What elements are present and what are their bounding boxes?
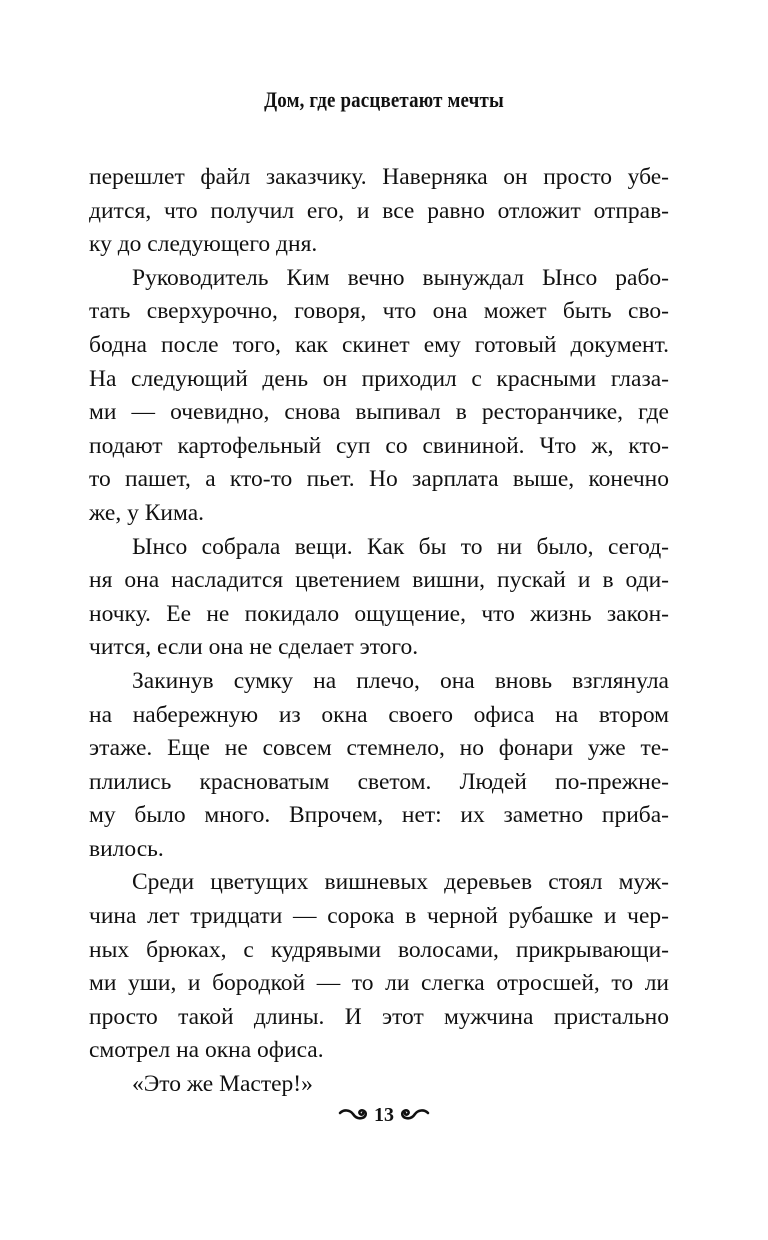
- text-line: ных брюках, с кудрявыми волосами, прикрывающи-: [89, 936, 669, 963]
- text-line: то пашет, а кто-то пьет. Но зарплата выше, конечно: [89, 466, 669, 493]
- text-line: смотрел на окна офиса.: [89, 1037, 324, 1064]
- text-line: Среди цветущих вишневых деревьев стоял муж-: [132, 869, 669, 896]
- text-line: плились красноватым светом. Людей по-прежне-: [89, 768, 669, 795]
- text-line: же, у Кима.: [89, 499, 204, 526]
- swirl-ornament-right-icon: [398, 1107, 430, 1123]
- text-line: «Это же Мастер!»: [132, 1071, 313, 1098]
- text-line: на набережную из окна своего офиса на втором: [89, 701, 669, 728]
- text-line: ночку. Ее не покидало ощущение, что жизнь закон-: [89, 600, 669, 627]
- text-line: подают картофельный суп со свининой. Что ж, кто-: [89, 432, 669, 459]
- running-title: Дом, где расцветают мечты: [264, 87, 504, 112]
- text-line: Закинув сумку на плечо, она вновь взглянула: [132, 667, 669, 694]
- text-line: бодна после того, как скинет ему готовый документ.: [89, 331, 669, 358]
- text-line: перешлет файл заказчику. Наверняка он просто убе-: [89, 164, 669, 190]
- page-footer: [0, 1104, 768, 1126]
- text-line: му было много. Впрочем, нет: их заметно приба-: [89, 802, 669, 829]
- text-line: Ынсо собрала вещи. Как бы то ни было, сегод-: [132, 533, 669, 560]
- text-line: ми — очевидно, снова выпивал в ресторанчике, где: [89, 399, 669, 426]
- swirl-ornament-left-icon: [338, 1107, 370, 1123]
- page-number: 13: [374, 1104, 394, 1126]
- text-line: этаже. Еще не совсем стемнело, но фонари уже те-: [89, 735, 669, 762]
- text-line: дится, что получил его, и все равно отложит отправ-: [89, 197, 669, 224]
- text-line: ку до следующего дня.: [89, 231, 318, 258]
- text-line: тать сверхурочно, говоря, что она может быть сво-: [89, 298, 669, 325]
- text-line: просто такой длины. И этот мужчина пристально: [89, 1003, 669, 1030]
- text-line: На следующий день он приходил с красными глаза-: [89, 365, 669, 392]
- text-line: чится, если она не сделает этого.: [89, 634, 419, 661]
- text-line: ня она насладится цветением вишни, пускай и в оди-: [89, 567, 669, 594]
- text-line: ми уши, и бородкой — то ли слегка отросшей, то ли: [89, 970, 669, 997]
- page-body: [89, 161, 669, 1102]
- text-line: чина лет тридцати — сорока в черной рубашке и чер-: [89, 903, 669, 930]
- text-line: Руководитель Ким вечно вынуждал Ынсо рабо-: [132, 264, 669, 291]
- text-line: вилось.: [89, 835, 164, 862]
